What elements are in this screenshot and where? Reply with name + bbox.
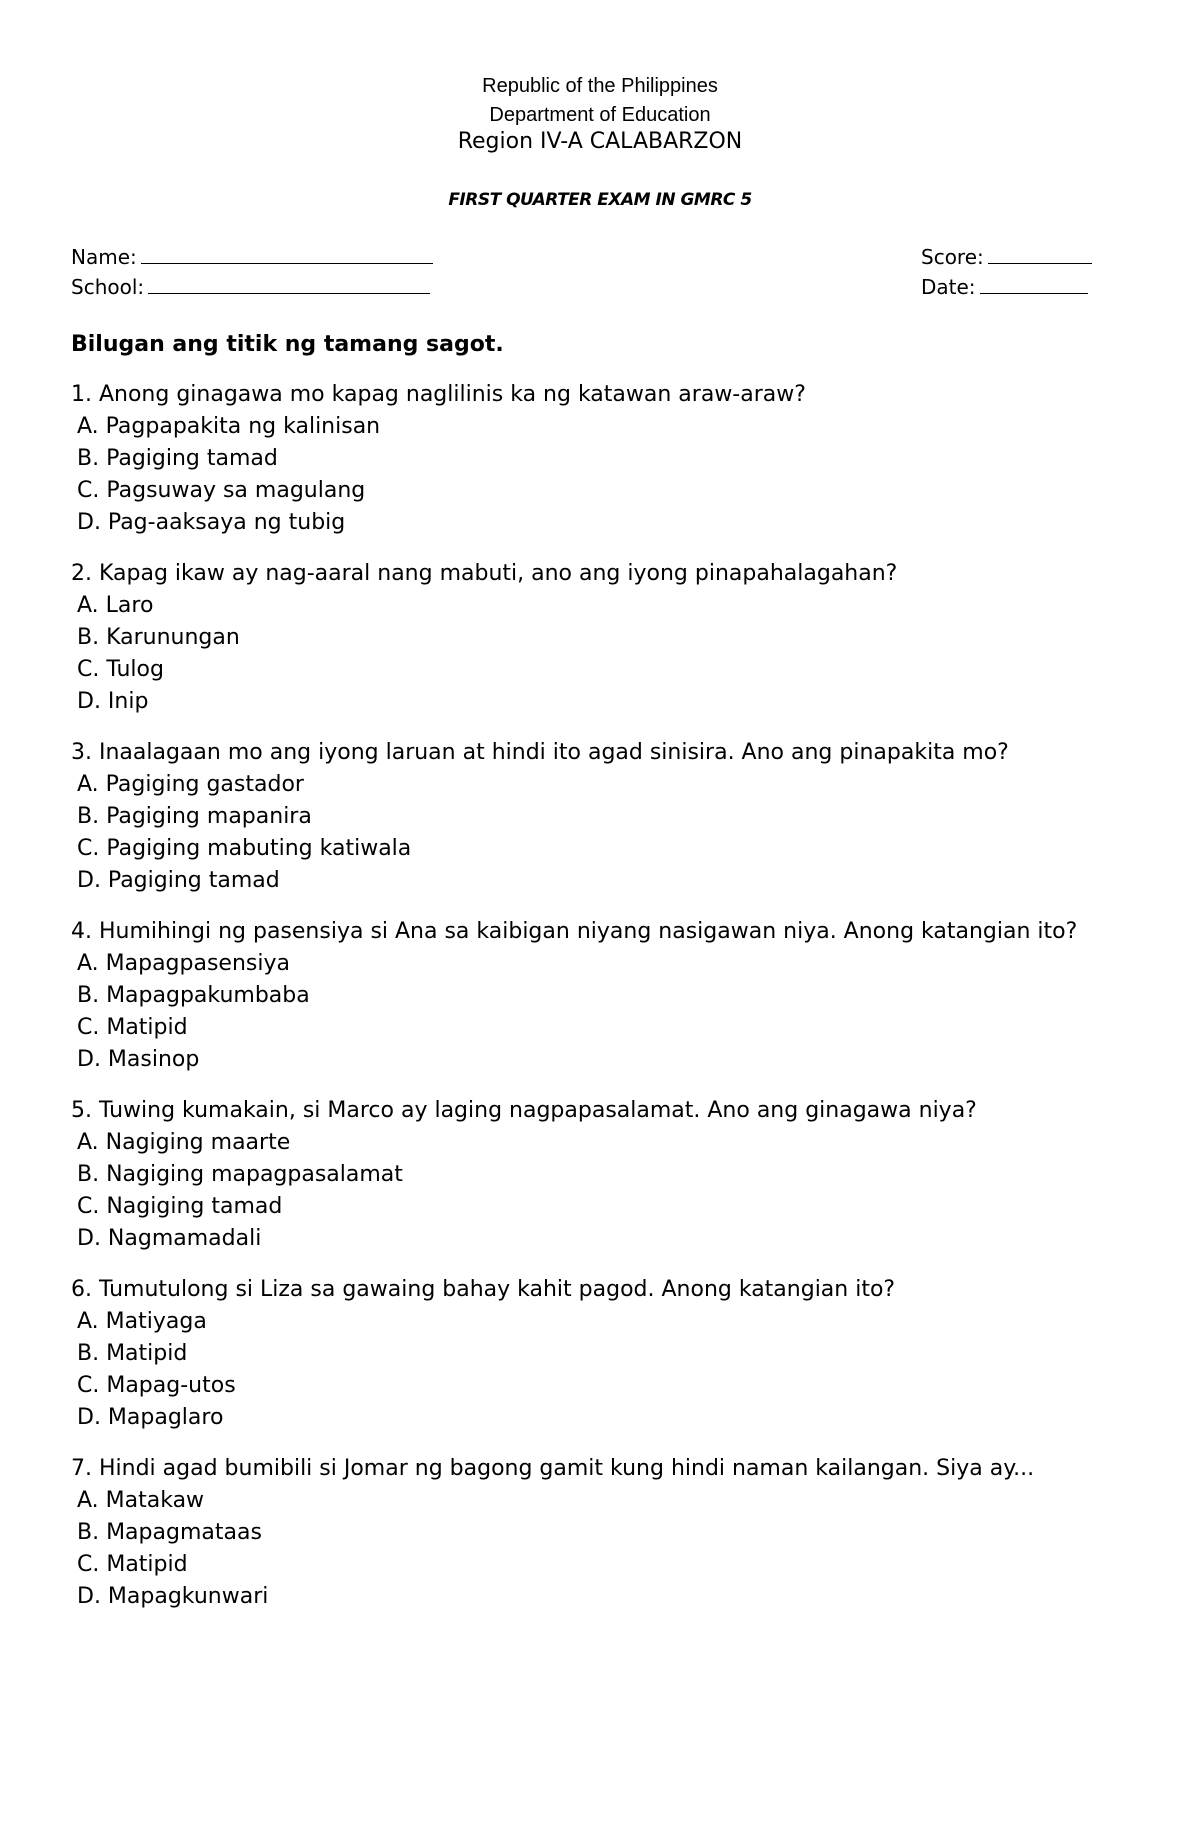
answer-option[interactable]: B. Mapagmataas xyxy=(77,1520,262,1545)
answer-option[interactable]: C. Nagiging tamad xyxy=(77,1194,283,1219)
school-label: School: xyxy=(71,275,145,299)
question-1 xyxy=(71,379,1131,539)
name-field xyxy=(71,245,433,269)
answer-option[interactable]: C. Mapag-utos xyxy=(77,1373,236,1398)
exam-title: FIRST QUARTER EXAM IN GMRC 5 xyxy=(448,190,752,210)
answer-option[interactable]: A. Pagpapakita ng kalinisan xyxy=(77,414,381,439)
answer-option[interactable]: C. Matipid xyxy=(77,1015,188,1040)
answer-option[interactable]: A. Matiyaga xyxy=(77,1309,207,1334)
answer-option[interactable]: A. Laro xyxy=(77,593,154,618)
answer-option[interactable]: D. Masinop xyxy=(77,1047,200,1072)
header-republic: Republic of the Philippines xyxy=(482,75,718,97)
answer-option[interactable]: B. Karunungan xyxy=(77,625,240,650)
question-5 xyxy=(71,1095,1131,1255)
answer-option[interactable]: B. Pagiging tamad xyxy=(77,446,278,471)
answer-option[interactable]: D. Inip xyxy=(77,689,149,714)
question-3 xyxy=(71,737,1131,897)
question-text: 6. Tumutulong si Liza sa gawaing bahay kahit pagod. Anong katangian ito? xyxy=(71,1277,896,1302)
school-field xyxy=(71,275,430,299)
answer-option[interactable]: B. Matipid xyxy=(77,1341,188,1366)
question-text: 3. Inaalagaan mo ang iyong laruan at hindi ito agad sinisira. Ano ang pinapakita mo? xyxy=(71,740,1009,765)
answer-option[interactable]: B. Nagiging mapagpasalamat xyxy=(77,1162,403,1187)
question-7 xyxy=(71,1453,1131,1613)
answer-option[interactable]: C. Pagsuway sa magulang xyxy=(77,478,366,503)
answer-option[interactable]: A. Matakaw xyxy=(77,1488,205,1513)
answer-option[interactable]: C. Matipid xyxy=(77,1552,188,1577)
score-field xyxy=(921,245,1092,269)
answer-option[interactable]: D. Pagiging tamad xyxy=(77,868,280,893)
question-4 xyxy=(71,916,1131,1076)
date-field xyxy=(921,275,1088,299)
header-region: Region IV-A CALABARZON xyxy=(457,129,743,154)
question-list xyxy=(71,379,1131,1632)
question-text: 7. Hindi agad bumibili si Jomar ng bagong gamit kung hindi naman kailangan. Siya ay... xyxy=(71,1456,1035,1481)
answer-option[interactable]: B. Pagiging mapanira xyxy=(77,804,312,829)
answer-option[interactable]: C. Tulog xyxy=(77,657,164,682)
school-blank[interactable] xyxy=(148,275,430,294)
question-2 xyxy=(71,558,1131,718)
instructions: Bilugan ang titik ng tamang sagot. xyxy=(71,332,504,357)
score-label: Score: xyxy=(921,245,984,269)
question-text: 2. Kapag ikaw ay nag-aaral nang mabuti, ano ang iyong pinapahalagahan? xyxy=(71,561,898,586)
name-blank[interactable] xyxy=(141,245,433,264)
question-text: 4. Humihingi ng pasensiya si Ana sa kaibigan niyang nasigawan niya. Anong katangian ito? xyxy=(71,919,1078,944)
question-text: 5. Tuwing kumakain, si Marco ay laging nagpapasalamat. Ano ang ginagawa niya? xyxy=(71,1098,977,1123)
answer-option[interactable]: C. Pagiging mabuting katiwala xyxy=(77,836,412,861)
date-label: Date: xyxy=(921,275,976,299)
score-blank[interactable] xyxy=(988,245,1092,264)
question-6 xyxy=(71,1274,1131,1434)
question-text: 1. Anong ginagawa mo kapag naglilinis ka ng katawan araw-araw? xyxy=(71,382,806,407)
answer-option[interactable]: D. Pag-aaksaya ng tubig xyxy=(77,510,346,535)
answer-option[interactable]: D. Mapaglaro xyxy=(77,1405,224,1430)
answer-option[interactable]: D. Nagmamadali xyxy=(77,1226,262,1251)
answer-option[interactable]: A. Nagiging maarte xyxy=(77,1130,291,1155)
answer-option[interactable]: A. Mapagpasensiya xyxy=(77,951,290,976)
name-label: Name: xyxy=(71,245,137,269)
answer-option[interactable]: B. Mapagpakumbaba xyxy=(77,983,310,1008)
answer-option[interactable]: D. Mapagkunwari xyxy=(77,1584,269,1609)
header-department: Department of Education xyxy=(489,104,711,126)
date-blank[interactable] xyxy=(980,275,1088,294)
answer-option[interactable]: A. Pagiging gastador xyxy=(77,772,304,797)
